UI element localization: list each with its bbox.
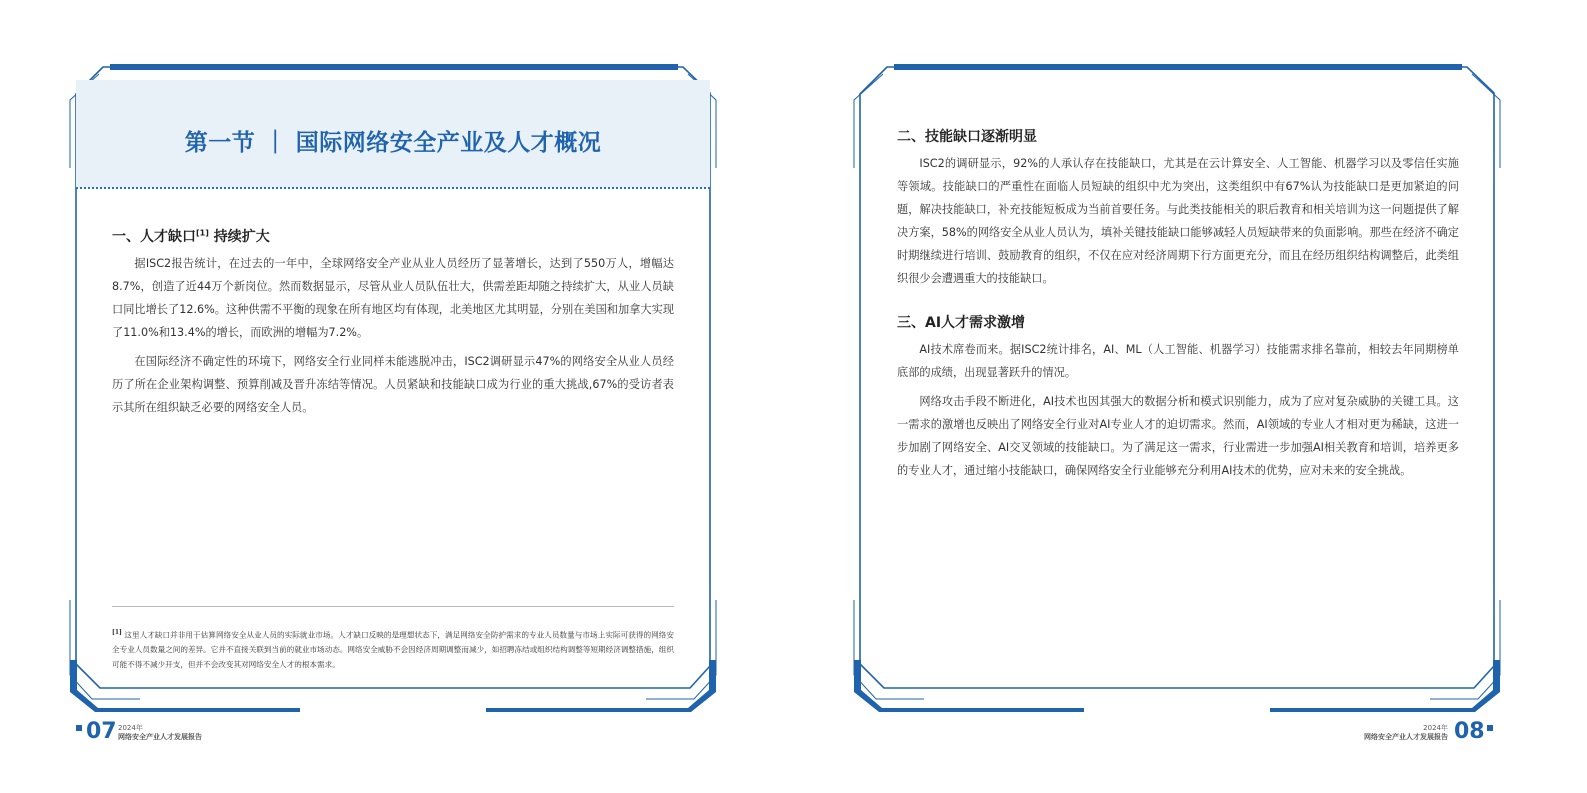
- report-title: 网络安全产业人才发展报告: [118, 733, 202, 741]
- right-page-body: [897, 126, 1459, 482]
- footnote: [112, 626, 674, 672]
- left-page-body: [112, 226, 674, 419]
- paragraph: AI技术席卷而来。据ISC2统计排名，AI、ML（人工智能、机器学习）技能需求排名靠前，相较去年同期榜单底部的成绩，出现显著跃升的情况。: [897, 343, 1459, 379]
- footnote-mark: [1]: [112, 629, 122, 636]
- heading-text: 一、人才缺口: [112, 229, 196, 245]
- paragraph: 在国际经济不确定性的环境下，网络安全行业同样未能逃脱冲击，ISC2调研显示47%的网络安全从业人员经历了所在企业架构调整、预算削减及晋升冻结等情况。人员紧缺和技能缺口成为行业的重大挑战,67%的受访者表示其所在组织缺乏必要的网络安全人员。: [112, 355, 674, 414]
- section-title: 第一节 ｜ 国际网络安全产业及人才概况: [184, 130, 602, 156]
- paragraph: 网络攻击手段不断进化，AI技术也因其强大的数据分析和模式识别能力，成为了应对复杂威胁的关键工具。这一需求的激增也反映出了网络安全行业对AI专业人才的迫切需求。然而，AI领域的专业人才相对更为稀缺，这进一步加剧了网络安全、AI交叉领域的技能缺口。为了满足这一需求，行业需进一步加强AI相关教育和培训，培养更多的专业人才，通过缩小技能缺口，确保网络安全行业能够充分利用AI技术的优势，应对未来的安全挑战。: [897, 395, 1459, 477]
- heading-ai-talent: 三、AI人才需求激增: [897, 315, 1026, 331]
- dotted-divider: [76, 187, 710, 189]
- report-title: 网络安全产业人才发展报告: [1364, 733, 1448, 741]
- page-meta-left: [118, 724, 202, 742]
- paragraph: 据ISC2报告统计，在过去的一年中，全球网络安全产业从业人员经历了显著增长，达到了550万人，增幅达8.7%，创造了近44万个新岗位。然而数据显示，尽管从业人员队伍壮大，供需差距却随之持续扩大，从业人员缺口同比增长了12.6%。这种供需不平衡的现象在所有地区均有体现，北美地区尤其明显，分别在美国和加拿大实现了11.0%和13.4%的增长，而欧洲的增幅为7.2%。: [112, 257, 674, 339]
- page-number-left: 07: [86, 719, 117, 744]
- footnote-divider: [112, 606, 674, 607]
- page-meta-right: [1352, 724, 1448, 742]
- page-marker-square: [76, 725, 82, 731]
- report-year: 2024年: [118, 724, 143, 732]
- report-year: 2024年: [1423, 724, 1448, 732]
- page-marker-square: [1487, 725, 1493, 731]
- footnote-text: 这里人才缺口并非用于估算网络安全从业人员的实际就业市场。人才缺口反映的是理想状态下，满足网络安全防护需求的专业人员数量与市场上实际可获得的网络安全专业人员数量之间的差异。它并不直接关联到当前的就业市场动态。网络安全威胁不会因经济周期调整而减少，如招聘冻结或组织结构调整等短期经济调整措施，组织可能不得不减少开支，但并不会改变其对网络安全人才的根本需求。: [112, 630, 674, 669]
- page-number-right: 08: [1454, 719, 1485, 744]
- heading-suffix: 持续扩大: [208, 229, 270, 245]
- footnote-ref[interactable]: [1]: [196, 228, 209, 238]
- heading-skill-gap: 二、技能缺口逐渐明显: [897, 129, 1037, 145]
- heading-talent-gap: [112, 226, 674, 246]
- paragraph: ISC2的调研显示，92%的人承认存在技能缺口，尤其是在云计算安全、人工智能、机器学习以及零信任实施等领域。技能缺口的严重性在面临人员短缺的组织中尤为突出，这类组织中有67%认为技能缺口是更加紧迫的问题，解决技能缺口，补充技能短板成为当前首要任务。与此类技能相关的职后教育和相关培训为这一问题提供了解决方案，58%的网络安全从业人员认为，填补关键技能缺口能够减轻人员短缺带来的负面影响。那些在经济不确定时期继续进行培训、鼓励教育的组织，不仅在应对经济周期下行方面更充分，而且在经历组织结构调整后，此类组织很少会遭遇重大的技能缺口。: [897, 157, 1459, 285]
